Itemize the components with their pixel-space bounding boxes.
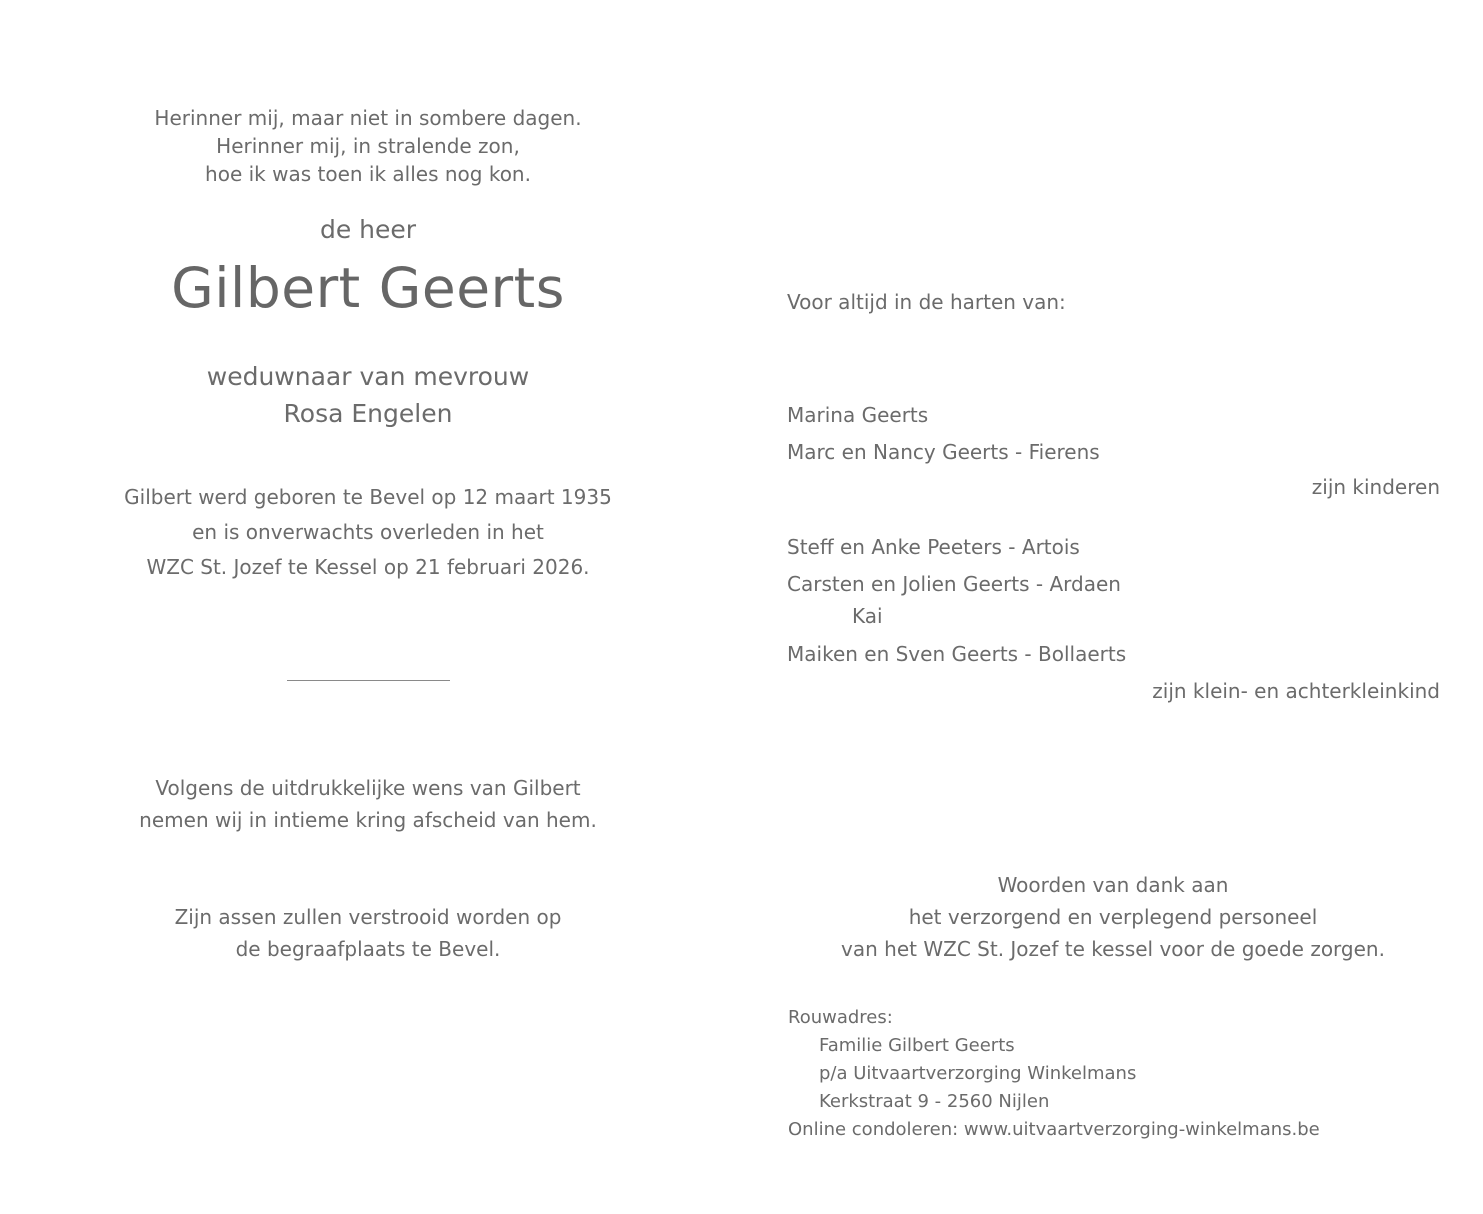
widower-line: weduwnaar van mevrouw [206,362,530,391]
bio-line-2: en is onverwachts overleden in het [192,520,544,544]
divider-line [287,680,450,681]
thanks-line-1: Woorden van dank aan [997,873,1229,897]
bio-line-3: WZC St. Jozef te Kessel op 21 februari 2026. [146,555,590,579]
address-line-3: Kerkstraat 9 - 2560 Nijlen [819,1091,1050,1112]
address-line-1: Familie Gilbert Geerts [819,1035,1015,1056]
intro-line: Voor altijd in de harten van: [787,290,1066,314]
farewell-line-1: Volgens de uitdrukkelijke wens van Gilbert [155,776,581,800]
thanks-line-3: van het WZC St. Jozef te kessel voor de goede zorgen. [841,937,1385,961]
ashes-line-2: de begraafplaats te Bevel. [235,937,501,961]
farewell-line-2: nemen wij in intieme kring afscheid van hem. [139,808,597,832]
grandchild-2: Carsten en Jolien Geerts - Ardaen [787,572,1121,596]
thanks-line-2: het verzorgend en verplegend personeel [908,905,1318,929]
bio-line-1: Gilbert werd geboren te Bevel op 12 maart 1935 [124,485,612,509]
poem-line-3: hoe ik was toen ik alles nog kon. [205,162,531,186]
grandchild-3: Maiken en Sven Geerts - Bollaerts [787,642,1127,666]
great-grandchild: Kai [852,604,883,628]
child-2: Marc en Nancy Geerts - Fierens [787,440,1100,464]
child-1: Marina Geerts [787,403,929,427]
address-label: Rouwadres: [788,1007,893,1028]
spouse-name: Rosa Engelen [283,399,453,428]
address-line-2: p/a Uitvaartverzorging Winkelmans [819,1063,1137,1084]
poem-line-1: Herinner mij, maar niet in sombere dagen. [154,106,582,130]
deceased-name: Gilbert Geerts [171,256,565,320]
honorific: de heer [319,215,417,244]
ashes-line-1: Zijn assen zullen verstrooid worden op [174,905,562,929]
online-condolence: Online condoleren: www.uitvaartverzorging-winkelmans.be [788,1119,1320,1140]
children-label: zijn kinderen [1311,475,1440,499]
grandchildren-label: zijn klein- en achterkleinkind [1152,679,1440,703]
grandchild-1: Steff en Anke Peeters - Artois [787,535,1080,559]
poem-line-2: Herinner mij, in stralende zon, [216,134,520,158]
